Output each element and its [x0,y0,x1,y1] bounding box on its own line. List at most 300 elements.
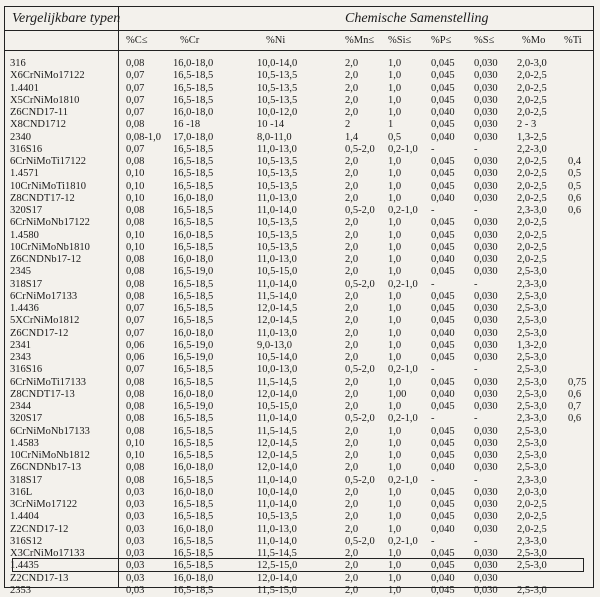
cell-grade: 5XCrNiMo1812 [10,315,80,327]
cell-ni: 12,0-14,5 [257,450,298,461]
cell-mn: 0,5-2,0 [345,205,375,216]
cell-ni: 10 -14 [257,119,285,131]
table-row [0,180,600,193]
cell-s: 0,030 [474,82,498,94]
cell-p: 0,045 [431,450,455,461]
cell-p: 0,045 [431,548,455,559]
cell-p: 0,040 [431,192,455,204]
table-row [0,572,600,585]
cell-grade: 6CrNiMoNb17133 [10,425,90,437]
highlight-box [12,558,584,572]
cell-grade: Z2CND17-13 [10,572,69,584]
cell-si: 1,0 [388,462,402,474]
cell-cr: 16,5-18,5 [173,205,214,216]
cell-grade: 318S17 [10,474,43,486]
cell-grade: 2341 [10,339,31,351]
cell-mo: 2,0-2,5 [517,229,547,241]
cell-cr: 16,5-18,5 [173,168,214,180]
cell-cr: 16,5-19,0 [173,401,214,412]
cell-s: 0,030 [474,425,498,437]
cell-mo: 2,5-3,0 [517,388,547,400]
cell-c: 0,07 [126,303,145,314]
cell-si: 1,0 [388,584,402,596]
cell-ni: 12,0-14,0 [257,388,298,400]
cell-p: 0,045 [431,352,455,363]
table-row [0,461,600,474]
cell-si: 1,0 [388,523,402,535]
cell-s: 0,030 [474,401,498,412]
cell-grade: 2345 [10,266,31,278]
cell-c: 0,07 [126,82,145,94]
table-row [0,498,600,511]
table-row [0,523,600,536]
table-row [0,69,600,82]
cell-s: 0,030 [474,499,498,510]
cell-grade: 318S17 [10,278,43,290]
cell-ni: 10,0-14,0 [257,58,298,69]
cell-mo: 2,0-2,5 [517,180,547,192]
cell-c: 0,10 [126,437,145,449]
cell-grade: 2353 [10,584,31,596]
cell-s: 0,030 [474,339,498,351]
cell-c: 0,08 [126,266,145,278]
cell-s: 0,030 [474,168,498,180]
cell-ni: 11,5-14,0 [257,290,297,302]
cell-p: 0,040 [431,107,455,118]
cell-cr: 16,5-18,5 [173,584,214,596]
cell-mo: 2,0-2,5 [517,168,547,180]
cell-mn: 2,0 [345,339,359,351]
cell-ni: 11,5-14,5 [257,548,297,559]
cell-c: 0,07 [126,70,145,82]
cell-grade: X8CND1712 [10,119,67,131]
cell-p: 0,045 [431,339,455,351]
cell-s: 0,030 [474,131,498,143]
cell-cr: 17,0-18,0 [173,131,214,143]
table-row [0,131,600,144]
cell-c: 0,08 [126,156,145,167]
title-comparable-types: Vergelijkbare typen [12,11,121,26]
cell-cr: 16,5-18,5 [173,450,214,461]
cell-si: 1,0 [388,266,402,278]
cell-cr: 16,5-18,5 [173,303,214,314]
cell-cr: 16,5-18,5 [173,548,214,559]
cell-s: 0,030 [474,315,498,327]
cell-grade: Z8CNDT17-12 [10,192,75,204]
cell-ni: 9,0-13,0 [257,339,292,351]
cell-mn: 2,0 [345,266,359,278]
cell-si: 1,0 [388,168,402,180]
cell-si: 1,0 [388,70,402,82]
cell-c: 0,10 [126,180,145,192]
cell-c: 0,10 [126,241,145,253]
cell-si: 1,0 [388,486,402,498]
cell-mn: 2,0 [345,511,359,523]
cell-grade: Z8CNDT17-13 [10,388,75,400]
cell-c: 0,08 [126,205,145,216]
cell-mo: 2,0-2,5 [517,156,547,167]
cell-mn: 2,0 [345,180,359,192]
cell-si: 1,0 [388,376,402,388]
cell-s: 0,030 [474,290,498,302]
cell-grade: 1.4404 [10,511,39,523]
cell-cr: 16,5-19,0 [173,339,214,351]
cell-p: - [431,535,435,547]
table-row [0,314,600,327]
cell-mo: 2,5-3,0 [517,401,547,412]
cell-ti: 0,6 [568,192,582,204]
cell-c: 0,08-1,0 [126,131,161,143]
cell-mo: 2,3-3,0 [517,535,547,547]
cell-mn: 2 [345,119,351,131]
table-row [0,290,600,303]
cell-p: 0,045 [431,401,455,412]
cell-ni: 12,0-14,0 [257,572,298,584]
cell-c: 0,08 [126,462,145,474]
cell-si: 1,0 [388,425,402,437]
cell-ni: 10,0-14,0 [257,486,298,498]
cell-cr: 16,5-18,5 [173,290,214,302]
cell-mo: 2,3-3,0 [517,205,547,216]
cell-c: 0,03 [126,584,145,596]
header-cr: %Cr [180,35,200,46]
cell-p: - [431,413,435,425]
cell-c: 0,03 [126,499,145,510]
cell-ti: 0,75 [568,376,587,388]
cell-mn: 2,0 [345,156,359,167]
column-header-row [0,34,600,47]
cell-s: 0,030 [474,352,498,363]
cell-c: 0,03 [126,560,145,572]
cell-cr: 16,0-18,0 [173,107,214,118]
cell-s: 0,030 [474,254,498,265]
cell-grade: 10CrNiMoNb1810 [10,241,90,253]
cell-mn: 0,5-2,0 [345,278,375,290]
cell-mo: 2,3-3,0 [517,413,547,425]
table-row [0,82,600,95]
cell-p: 0,040 [431,131,455,143]
cell-mo: 2,5-3,0 [517,364,547,376]
cell-si: 0,5 [388,131,402,143]
cell-ni: 12,0-14,0 [257,462,298,474]
cell-cr: 16,0-18,0 [173,58,214,69]
table-row [0,204,600,217]
cell-grade: 2343 [10,352,31,363]
cell-p: 0,045 [431,94,455,106]
cell-p: 0,045 [431,303,455,314]
cell-mo: 2,5-3,0 [517,327,547,339]
cell-grade: 1.4435 [10,560,39,572]
cell-mo: 2,5-3,0 [517,437,547,449]
cell-p: 0,040 [431,572,455,584]
cell-p: 0,045 [431,584,455,596]
cell-mo: 1,3-2,0 [517,339,547,351]
cell-c: 0,06 [126,352,145,363]
cell-grade: 320S17 [10,413,43,425]
cell-c: 0,10 [126,450,145,461]
cell-c: 0,06 [126,339,145,351]
cell-cr: 16,0-18,0 [173,192,214,204]
cell-s: 0,030 [474,156,498,167]
cell-si: 1,0 [388,217,402,229]
cell-si: 0,2-1,0 [388,535,418,547]
cell-ni: 12,0-14,5 [257,303,298,314]
cell-c: 0,03 [126,511,145,523]
cell-ni: 10,5-13,5 [257,229,298,241]
cell-p: 0,045 [431,229,455,241]
cell-p: 0,045 [431,82,455,94]
cell-mo: 2,5-3,0 [517,266,547,278]
cell-ti: 0,7 [568,401,582,412]
cell-mo: 2,5-3,0 [517,315,547,327]
cell-si: 1,0 [388,192,402,204]
cell-s: 0,030 [474,548,498,559]
cell-s: 0,030 [474,119,498,131]
cell-s: - [474,413,478,425]
cell-mo: 2,5-3,0 [517,584,547,596]
cell-si: 1,0 [388,180,402,192]
cell-cr: 16,5-18,5 [173,180,214,192]
cell-ni: 10,5-15,0 [257,401,298,412]
cell-mo: 2,3-3,0 [517,278,547,290]
cell-grade: Z2CND17-12 [10,523,69,535]
cell-ni: 10,5-13,5 [257,82,298,94]
cell-mn: 2,0 [345,315,359,327]
cell-cr: 16,0-18,0 [173,572,214,584]
cell-mn: 2,0 [345,290,359,302]
table-row [0,400,600,413]
cell-c: 0,08 [126,290,145,302]
cell-mo: 2,5-3,0 [517,425,547,437]
cell-ni: 11,0-14,0 [257,278,297,290]
cell-cr: 16,5-18,5 [173,156,214,167]
table-row [0,118,600,131]
header-s: %S≤ [474,35,495,46]
cell-si: 0,2-1,0 [388,205,418,216]
cell-si: 1,0 [388,352,402,363]
cell-cr: 16,5-18,5 [173,70,214,82]
cell-si: 1,0 [388,241,402,253]
table-row [0,510,600,523]
cell-ni: 8,0-11,0 [257,131,292,143]
cell-si: 0,2-1,0 [388,364,418,376]
table-row [0,388,600,401]
header-p: %P≤ [431,35,452,46]
cell-si: 1,0 [388,339,402,351]
cell-si: 1,0 [388,572,402,584]
cell-ni: 11,5-14,5 [257,376,297,388]
cell-mo: 2,5-3,0 [517,352,547,363]
cell-mn: 2,0 [345,499,359,510]
cell-mn: 2,0 [345,548,359,559]
cell-s: 0,030 [474,192,498,204]
cell-si: 1,0 [388,156,402,167]
cell-ni: 10,0-12,0 [257,107,298,118]
cell-cr: 16,5-18,5 [173,278,214,290]
cell-ni: 10,5-15,0 [257,266,298,278]
cell-ni: 11,0-14,0 [257,205,297,216]
cell-mo: 2,5-3,0 [517,560,547,572]
cell-si: 1,0 [388,94,402,106]
table-row [0,167,600,180]
cell-cr: 16,5-18,5 [173,143,214,155]
cell-mo: 2,5-3,0 [517,290,547,302]
cell-mo: 2,5-3,0 [517,450,547,461]
cell-c: 0,03 [126,535,145,547]
cell-grade: 1.4583 [10,437,39,449]
table-row [0,474,600,487]
cell-mn: 2,0 [345,437,359,449]
cell-ni: 10,5-13,5 [257,156,298,167]
cell-mo: 2,0-2,5 [517,523,547,535]
cell-s: 0,030 [474,266,498,278]
cell-s: 0,030 [474,70,498,82]
cell-s: - [474,143,478,155]
cell-p: 0,045 [431,70,455,82]
cell-grade: 316 [10,58,26,69]
cell-grade: 316S16 [10,364,43,376]
cell-ti: 0,6 [568,413,582,425]
cell-ni: 10,0-13,0 [257,364,298,376]
cell-grade: X5CrNiMo1810 [10,94,80,106]
cell-mo: 2,0-2,5 [517,107,547,118]
table-row [0,94,600,107]
cell-s: 0,030 [474,437,498,449]
cell-s: 0,030 [474,462,498,474]
cell-p: - [431,205,435,216]
table-row [0,376,600,389]
cell-c: 0,07 [126,315,145,327]
cell-mn: 2,0 [345,572,359,584]
cell-si: 1,0 [388,58,402,69]
cell-ni: 10,5-13,5 [257,241,298,253]
header-mo: %Mo [522,35,546,46]
cell-ni: 11,0-14,0 [257,535,297,547]
cell-s: 0,030 [474,584,498,596]
cell-cr: 16,5-18,5 [173,376,214,388]
cell-grade: 2340 [10,131,31,143]
cell-mo: 2,0-3,0 [517,58,547,69]
cell-mn: 2,0 [345,82,359,94]
cell-ni: 11,0-13,0 [257,523,297,535]
cell-si: 0,2-1,0 [388,143,418,155]
cell-mn: 2,0 [345,450,359,461]
table-row [0,155,600,168]
cell-p: - [431,364,435,376]
cell-p: 0,040 [431,327,455,339]
cell-c: 0,08 [126,413,145,425]
cell-p: 0,045 [431,156,455,167]
cell-ti: 0,6 [568,388,582,400]
title-chemical-composition: Chemische Samenstelling [345,11,489,26]
cell-cr: 16,5-18,5 [173,499,214,510]
cell-p: 0,040 [431,523,455,535]
table-row [0,339,600,352]
cell-s: 0,030 [474,486,498,498]
cell-c: 0,08 [126,401,145,412]
cell-p: 0,045 [431,266,455,278]
table-row [0,253,600,266]
cell-mn: 2,0 [345,168,359,180]
cell-cr: 16,5-18,5 [173,94,214,106]
cell-mo: 2,0-2,5 [517,254,547,265]
cell-c: 0,08 [126,388,145,400]
cell-mo: 2,0-2,5 [517,499,547,510]
cell-grade: Z6CNDNb17-12 [10,254,82,265]
cell-s: 0,030 [474,241,498,253]
cell-cr: 16,5-18,5 [173,535,214,547]
cell-mn: 2,0 [345,486,359,498]
cell-s: 0,030 [474,180,498,192]
cell-ni: 12,5-15,0 [257,560,298,572]
cell-mn: 2,0 [345,107,359,118]
cell-p: - [431,474,435,486]
cell-mo: 2,0-3,0 [517,486,547,498]
cell-ni: 10,5-13,5 [257,94,298,106]
header-si: %Si≤ [388,35,412,46]
cell-p: - [431,143,435,155]
cell-ni: 11,0-13,0 [257,143,297,155]
cell-ni: 11,5-15,0 [257,584,297,596]
cell-si: 1,0 [388,107,402,118]
cell-si: 1,0 [388,303,402,314]
cell-ni: 11,0-14,0 [257,413,297,425]
cell-cr: 16,0-18,0 [173,254,214,265]
cell-si: 1,00 [388,388,407,400]
cell-si: 0,2-1,0 [388,413,418,425]
cell-cr: 16,0-18,0 [173,462,214,474]
cell-c: 0,08 [126,425,145,437]
cell-grade: 320S17 [10,205,43,216]
cell-ni: 10,5-13,5 [257,168,298,180]
cell-s: 0,030 [474,450,498,461]
cell-si: 1,0 [388,82,402,94]
cell-si: 1,0 [388,548,402,559]
cell-mn: 2,0 [345,584,359,596]
cell-mo: 2,3-3,0 [517,474,547,486]
cell-cr: 16,5-19,0 [173,266,214,278]
cell-ni: 10,5-13,5 [257,511,298,523]
cell-mo: 2,2-3,0 [517,143,547,155]
cell-cr: 16,5-18,5 [173,82,214,94]
cell-ni: 10,5-13,5 [257,70,298,82]
cell-si: 0,2-1,0 [388,278,418,290]
cell-c: 0,10 [126,229,145,241]
table-row [0,351,600,364]
cell-p: 0,045 [431,119,455,131]
cell-grade: 1.4401 [10,82,39,94]
cell-cr: 16,0-18,0 [173,388,214,400]
header-ni: %Ni [266,35,286,46]
table-row [0,106,600,119]
cell-grade: 6CrNiMoTi17133 [10,376,87,388]
cell-mo: 2,5-3,0 [517,462,547,474]
cell-mn: 2,0 [345,192,359,204]
cell-mn: 1,4 [345,131,359,143]
cell-s: 0,030 [474,303,498,314]
table-row [0,449,600,462]
cell-mn: 0,5-2,0 [345,535,375,547]
cell-c: 0,08 [126,58,145,69]
header-rule [4,50,594,51]
cell-mn: 0,5-2,0 [345,364,375,376]
cell-p: 0,045 [431,425,455,437]
cell-s: 0,030 [474,94,498,106]
cell-mn: 2,0 [345,94,359,106]
cell-mn: 2,0 [345,352,359,363]
cell-mo: 2,0-2,5 [517,217,547,229]
cell-mo: 1,3-2,5 [517,131,547,143]
